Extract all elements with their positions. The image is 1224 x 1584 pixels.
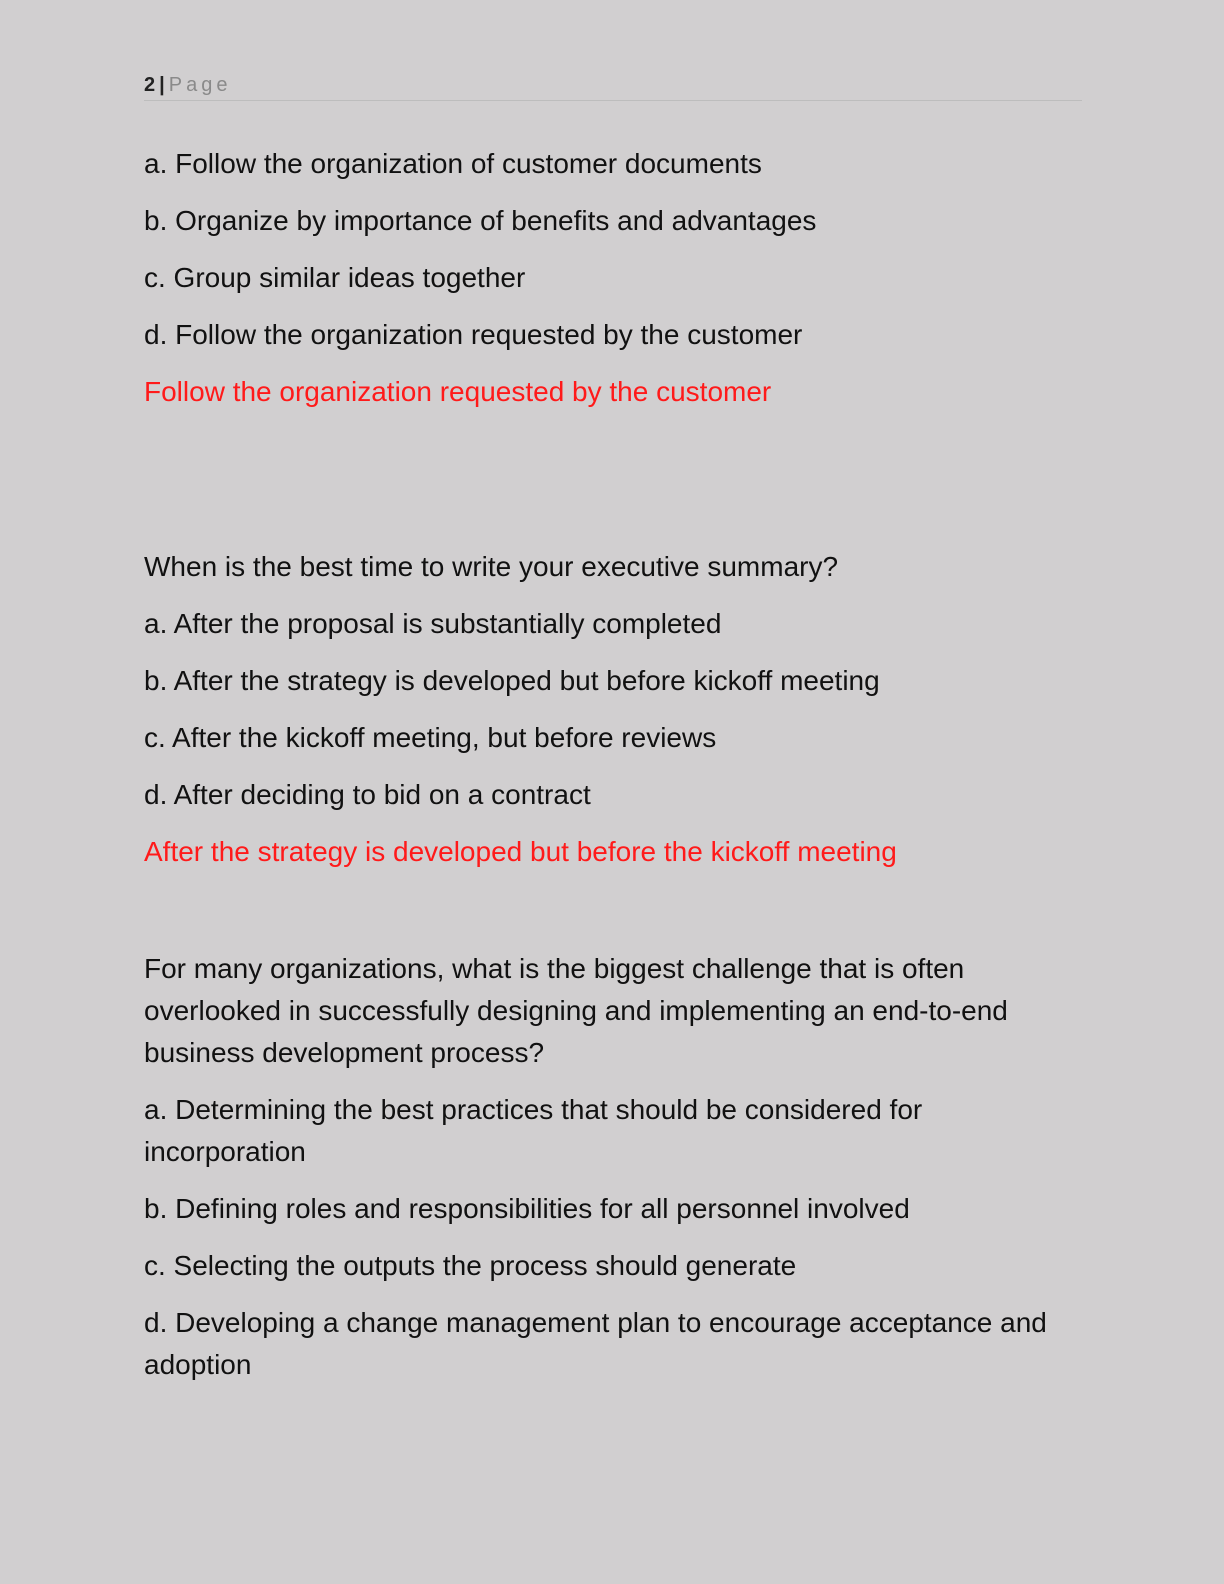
q2-option-a: a. After the proposal is substantially completed (144, 608, 722, 639)
q2-option-b: b. After the strategy is developed but before kickoff meeting (144, 665, 880, 696)
page-label: Page (168, 74, 232, 96)
q1-option-d: d. Follow the organization requested by the customer (144, 319, 803, 350)
q3-option-b: b. Defining roles and responsibilities for all personnel involved (144, 1193, 910, 1224)
q1-option-a: a. Follow the organization of customer documents (144, 148, 762, 179)
question-3-block (144, 948, 1084, 1401)
q2-answer: After the strategy is developed but before the kickoff meeting (144, 836, 897, 867)
header-separator: | (159, 74, 165, 96)
q1-option-c: c. Group similar ideas together (144, 262, 526, 293)
question-2-block (144, 546, 1084, 888)
q3-option-d: d. Developing a change management plan to encourage acceptance and adoption (144, 1307, 1047, 1380)
page-number: 2 (144, 74, 156, 96)
q3-option-a: a. Determining the best practices that should be considered for incorporation (144, 1094, 923, 1167)
q1-answer: Follow the organization requested by the customer (144, 376, 772, 407)
q2-question: When is the best time to write your executive summary? (144, 551, 839, 582)
q3-option-c: c. Selecting the outputs the process should generate (144, 1250, 797, 1281)
q2-option-c: c. After the kickoff meeting, but before reviews (144, 722, 717, 753)
page-header (144, 72, 1082, 101)
q1-option-b: b. Organize by importance of benefits and advantages (144, 205, 817, 236)
question-1-block (144, 143, 1084, 428)
q2-option-d: d. After deciding to bid on a contract (144, 779, 591, 810)
q3-question: For many organizations, what is the biggest challenge that is often overlooked in successfully designing and implementing an end-to-end business development process? (144, 953, 1008, 1068)
